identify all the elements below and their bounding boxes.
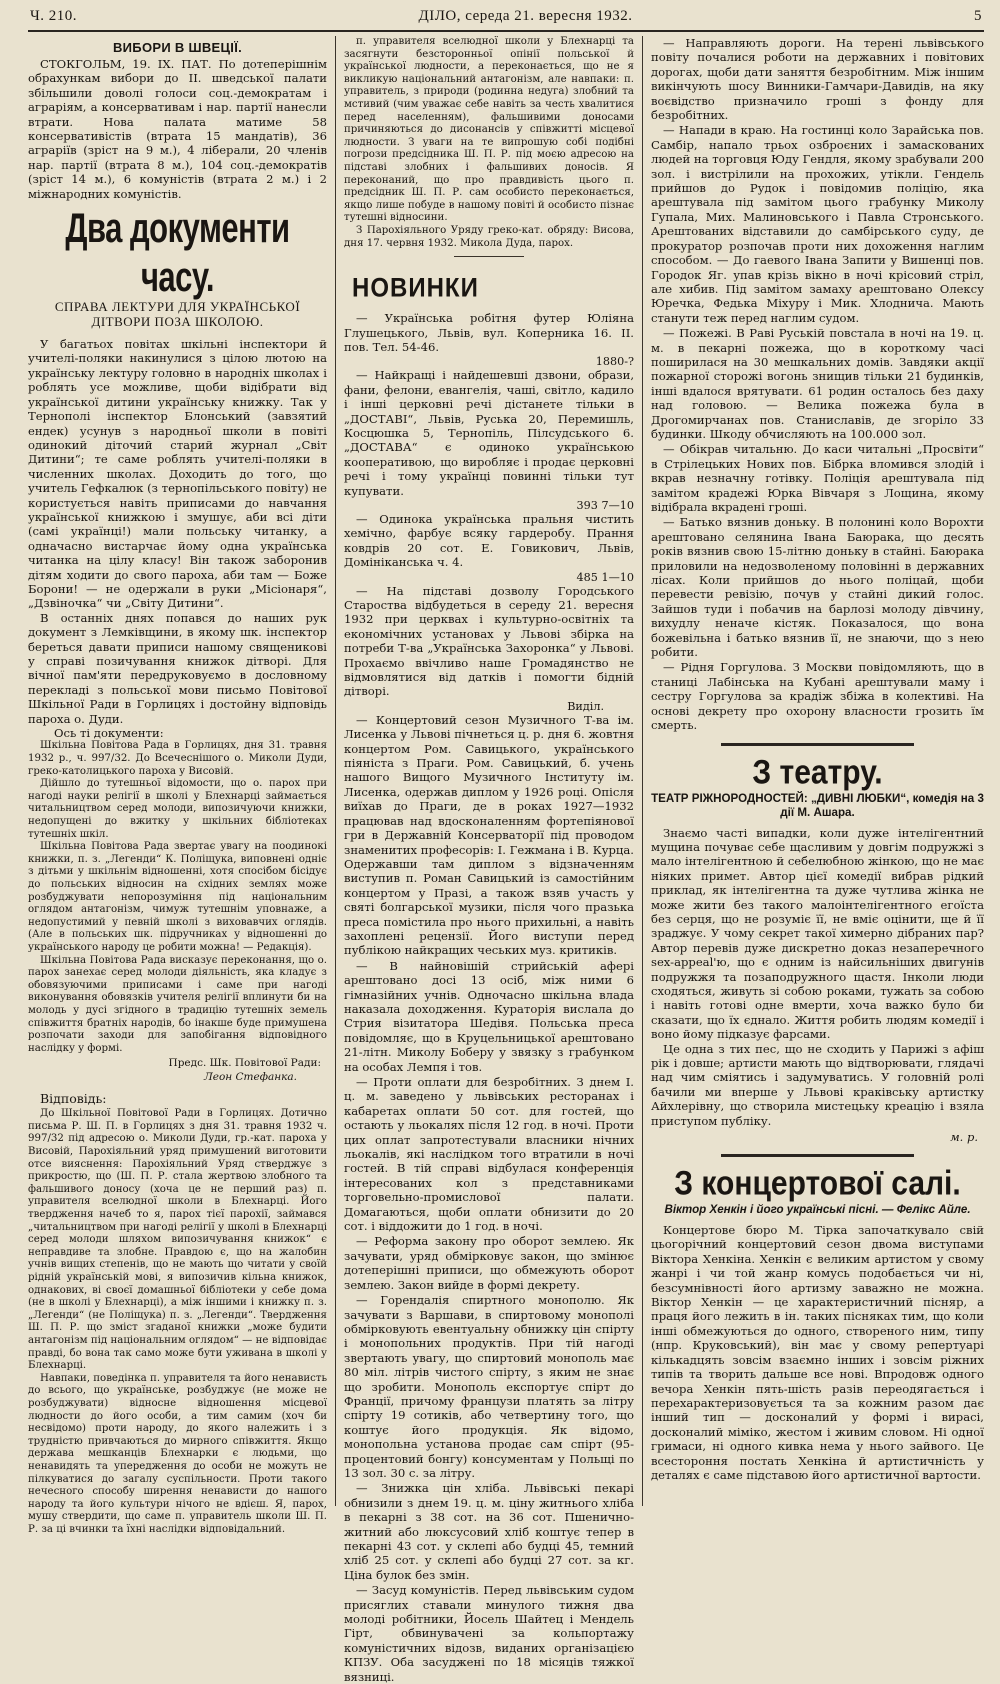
news-collection: — На підставі дозволу Городського Староства відбудеться в середу 21. вересня 1932 при церквах і культурно-освітніх та економічних установах у Львові збірка на потреби Т-ва „Українська Захоронка“ у Львові. Прохаємо ввічливо наше Громадянство не відмовлятися від датків і помогти бідній дітворі. (344, 583, 634, 699)
column-2 (335, 36, 642, 1684)
ad-number: 485 1—10 (576, 570, 634, 584)
news-attacks: — Напади в краю. На гостинці коло Зарайська пов. Самбір, напало трьох озброєних і замаскованих людей на торговця Юду Гендля, якому зрабували 200 зол. і вистрілили на прохожих, утікли. Гендель прийшов до Рудок і повідомив поліцію, яка арештувала під замітом цього грабунку Миколу Гупала, Мих. Малиновського і Павла Стронського. Арештованих відставили до самбірського суду, де прокуратор розпочав проти них дохоження наглим способом. — До гаевого Івана Запити у Вишенці пов. Городок Яг. упав крізь вікно в ночі крісовий стріл, але хибив. Під замітом замаху арештовано Олексу Юречка, Федька Міхуру і Мик. Хлоднича. Мають станути теж перед наглим судом. (651, 123, 984, 325)
document-signature-name: Леон Стефанка. (203, 1071, 297, 1084)
news-fires: — Пожежі. В Раві Руській повстала в ночі на 19. ц. м. в пекарні пожежа, що в короткому часі поширилася на 30 мешкальних домів. Завдяки акції пожарної сторожі вогонь знищив тільки 21 будинків, інші вдалося врятувати. 61 родин осталось без даху над головою. — Велика пожежа була в Дрогомирчанах пов. Станиславів, де згоріло 33 будинки. Шкоду обчисляють на 100.000 зол. (651, 326, 984, 441)
divider (454, 256, 524, 257)
document-paragraph-3: Шкільна Повітова Рада висказує переконання, що о. парох занехає серед молоди діяльність, яка кладує з обовязуючими приписами і саме при нагоді виконування обовязків учителя релігії вплинути би на молодь у дусі згідного в традицію тутешніх земель співжиття братніх народів, бо інакше буде примушена розпочати заходи для запобігання відповідного наслідку у формі. (28, 954, 327, 1054)
news-signature: Виділ. (567, 699, 604, 713)
document-header: Шкільна Повітова Рада в Горлицях, дня 31. травня 1932 р., ч. 997/32. До Всечеснішого о. Миколи Дуди, греко-католицького пароха у Висовій. (28, 740, 327, 777)
news-communists: — Засуд комуністів. Перед львівським судом присяглих ставали минулого тижня два молоді робітники, Йосель Шайтец і Мендель Гірт, обвинувачені за кольпортажу комуністичних відозв, виданих організацією КПЗУ. Оба засуджені по 18 місяців тяжкої вязниці. (344, 1583, 634, 1684)
reply-paragraph-1: До Шкільної Повітової Ради в Горлицях. Дотично письма Р. Ш. П. в Горлицях з дня 31. травня 1932 ч. 997/32 під адресою о. Миколи Дуди, гр.-кат. пароха у Висовій, Парохіяльний уряд примушений виготовити отсе вияснення: Парохіяльний Уряд стверджує з прикростю, що (Ш. П. Р. стала жертвою злобного та фальшивого доносу (хоча це не перший раз) п. управителя вселюдної школи в Блехнарці. Його твердження начеб то я, парох тієї парохії, займався „читальництвом при нагоді релігії у школі в Блехнарці серед молоди шляхом випозичування книжок“ є неправдиве та злобне. Правдою є, що на жалобин учнів вищих степенів, що не мають що читати у своїй рідній українській мові, я випозичив кільна книжок, однакових, ві своєї домашньої бібліотеки у себе дома (не в школі у Блехнарці), а між іншими і книжку п. з. „Легенди“ (не Поліщука) п. з. „Легенди“. Твердження Ш. П. Р. що зміст згаданої книжки „може будити антагонізм під національним оглядом“ — не відповідає правді, бо вона так само може бути уживана в школі у Блехнарці. (28, 1108, 327, 1372)
ad-number: 393 7—10 (576, 498, 634, 512)
news-section-title: НОВИНКИ (352, 273, 479, 304)
theatre-paragraph-1: Знаємо часті випадки, коли дуже інтелігентний мущина почуває себе щасливим у довгім подружжі з мало інтелігентною й себелюбною жінкою, що не має ніяких примет. Автор цієї комедії вибрав рідкий приклад, як інтелігентна та дуже чутлива жінка не може жити без такого малоінтелігентного егоїста без серця, що не розуміє її, не вміє оцінити, ще й її зраджує. У чому секрет такої химерно дібраних пар? Автор перевів дуже дискретно доказ незаперечного sex-appeal'ю, що є одним із найсильніших двигунів подружжя та позаподружного щастя. Інколи люди сходяться, живуть зі собою роками, тужать за собою і навіть готові одне вмерти, хоча важко було би сказати, що їх єднало. Життя робить людям комедії і воно йому підказує фарсами. (651, 825, 984, 1042)
news-father-daughter: — Батько вязнив доньку. В полонині коло Ворохти арештовано селянина Івана Баюрака, що десять років вязнив свою 15-літню доньку в стайні. Баюрака приловили на недозволеному половінні в державних лісах. Коли прийшов до нього поліцай, щоби перевести ревізію, почув у стайні дикий голос. Зайшов туди і побачив на барлозі молоду дівчину, вихудлу неначе кістяк. Показалося, що вона божевільна і батько вязнив її, не знаючи, що з нею робити. (651, 515, 984, 660)
main-headline: Два документи часу. (65, 204, 290, 301)
news-fees: — Проти оплати для безробітних. З днем І. ц. м. заведено у львівських ресторанах і кабаретах оплати 50 сот. для гостей, що остають у льокалях після 12 год. в ночі. Проти цих оплат запротестували власники нічних льокалів, які наслідком того втратили в ночі гостей. В тій справі відбулася конференція інтересованих кол з представниками торговельно-промислової палати. Домагаються, щоби оплати обнизити до 20 сот. і віддожити до 1 год. в ночі. (344, 1075, 634, 1234)
news-gorgulov: — Рідня Горгулова. З Москви повідомляють, що в станиці Лабінська на Кубані арештували маму і сестру Горгулова за крадіж збіжа в колективі. На основі декрету про охорону власности грозить їм смерть. (651, 660, 984, 733)
intro-paragraph-2: В останніх днях попався до наших рук документ з Лемківщини, в якому шк. інспектор береться давати приписи нашому священикові у справі позичування книжок дітворі. Для вічної пам'яти передруковуємо в дословному перекладі з польської мови письмо Повітової Шкільної Ради в Горлицях і достойну відповідь пароха о. Дуди. (28, 610, 327, 726)
news-stryi-affair: — В найновішій стрийській афері арештовано досі 13 осіб, між ними 6 гімназійних учнів. Одночасно шкільна влада наказала доходження. Кураторія вислала до Стрия візитатора Шедівя. Польська преса повідомляє, що в Круцельницької арештовано 21-літн. Миколу Боберу у звязку з грабунком на особах Лемпя і тов. (344, 958, 634, 1074)
ad-fur-workshop: — Українська робітня футер Юліяна Глушецького, Львів, вул. Коперника 16. II. пов. Тел. 54-46. (344, 311, 634, 354)
theatre-paragraph-2: Це одна з тих пес, що не сходить у Парижі з афіш рік і довше; артисти мають що відтворювати, глядачі над чим сміятись і задумуватись. У головній ролі бачили ми вперше у Львові краківську артистку Айхлерівну, що створила мистецьку креацію і взяла приступом публіку. (651, 1041, 984, 1128)
concert-subheadline: Віктор Хенкін і його українські пісні. — Фелікс Айле. (664, 1203, 971, 1217)
document-paragraph-1: Дійшло до тутешньої відомости, що о. парох при нагоді науки релігії в школі у Блехнарці займається читальництвом серед молоди, випозичуючи книжки, недопущені до вжитку у шкільних бібліотеках тутешніх шкіл. (28, 778, 327, 840)
reply-paragraph-2: Навпаки, поведінка п. управителя та його ненависть до всього, що українське, розбуджує (не може не розбуджувати) відносне відношення місцевої людности до його особи, а тим самим (хоч би несвідомо) проти народу, до якого належить і з трудністю привчаються до мирного співжиття. Якщо держава мешканців Блехнарки є людьми, що ненавидять та упередження до особи не можуть не пілкуватися до загалу суспільности. Проти такого нечесного способу ширення ненависти до нашого народу та його культури нічого не вдієш. Я, парох, мушу ствердити, що саме п. управитель школи Ш. П. Р. за ці вчинки та їхні наслідки відповідальний. (28, 1372, 327, 1535)
newspaper-title-date: ДІЛО, середа 21. вересня 1932. (418, 8, 633, 24)
issue-number: Ч. 210. (30, 8, 77, 24)
documents-intro: Ось ті документи: (54, 726, 164, 741)
main-subheadline: СПРАВА ЛЕКТУРИ ДЛЯ УКРАЇНСЬКОЇ ДІТВОРИ ПОЗА ШКОЛОЮ. (54, 299, 301, 330)
theatre-headline: З театру. (752, 752, 883, 791)
news-concert-season: — Концертовий сезон Музичного Т-ва ім. Лисенка у Львові пічнеться ц. р. дня 6. жовтня концертом Ром. Савицького, українського піяніста з Праги. Ром. Савицький, б. учень нашого Вищого Музичного Інституту ім. Лисенка, одержав диплом у 1926 році. Опісля виїхав до Праги, де в роках 1927—1932 працював над вдосконаленням фортепіянової гри в Державній Консерваторії під проводом знаменитих професорів: І. Гежмана і В. Курца. Одержавши там диплом з відзначенням виступив п. Роман Савицький із самостійним концертом у Празі, а також взяв участь у святі болгарської музики, після чого празька преса помістила про нього прихильні, а навіть захоплені рецензії. Його виступи перед публікою найкращих чеських муз. критиків. (344, 712, 635, 958)
concert-paragraph-1: Концертове бюро М. Тірка започаткувало свій цьогорічний концертовий сезон двома виступами Віктора Хенкіна. Хенкін є великим артистом у свому жанрі і чи той жанр комусь подобається чи ні, безсумнівності його артизму заважно не можна. Віктор Хенкін — це характеристичний пісняр, а праця його лежить в ін. таких пісняках тим, що коли інші обмежуються до одного, створеного ним, типу (нпр. Круковський), він має у свому репертуарі кількадцять зовсім взаємно інших і зовсім ріжних типів та творить дальше все нові. Впродовж одного вечора Хенкін пять-шість разів переодягається і перехарактеризовується та за кожним разом дає інший тип — досконалий у формі і вирасі, досконалий міміко, жестом і живим словом. Ні одної гримаси, ні одного кивка нема у нього зайвого. Це всестороння постать Хенкіна й артистичність у деталях є саме підставою його артистичної вартости. (651, 1223, 984, 1482)
news-roads: — Направляють дороги. На терені львівського повіту почалися роботи на державних і повітових дорогах, щоби дати заняття безробітним. Між іншим викінчують шосу Винники-Гамчари-Давидів, на яку воєвідство призначило гроші з фонду для безробітних. (651, 36, 984, 123)
reply-paragraph-3: п. управителя вселюдної школи у Блехнарці та засягнути безсторонньої опінії польської й української людности, а переконається, що не я викликую національний антагонізм, але навпаки: п. управитель, з природи (родинна недуга) злобний та мстивий (чим уважає себе навіть за честь хвалитися перед населенням), фальшивими доносами причиняються до дисонансів у співжитті місцевої людности. З уваги на те випрошую собі подібні погрози предсідника Ш. П. Р. під моєю адресою на підставі злобних і фальшивих доносів. Я переконаний, що про правдивість цього п. предсідник Ш. П. Р. сам особисто переконається, якщо лише побуде в нашому повіті й особисто пізнає тутешні відносини. (344, 36, 634, 224)
theatre-signature: м. р. (950, 1130, 978, 1145)
ad-bells: — Найкращі і найдешевші дзвони, образи, фани, фелони, евангелія, чаші, світло, кадило і інші церковні речі дістанете тільки в „ДОСТАВІ“, Львів, Руська 20, Перемишль, Косцюшка 5, Тернопіль, Пілсудського 6. „ДОСТАВА“ є одиноко українською кооперативою, що виробляє і продає церковні речі і тому українці повинні тільки тут купувати. (344, 368, 634, 498)
news-reading-room: — Обікрав читальню. До каси читальні „Просвіти“ в Стрілецьких Нових пов. Бібрка вломився злодій і вкрав незначну готівку. Поліція арештувала під замітом крадежі Юрка Вівчаря з Лощина, якому відібрала вкрадені гроші. (651, 442, 984, 514)
ad-number: 1880-? (595, 355, 634, 369)
divider (721, 743, 914, 746)
theatre-subheadline: ТЕАТР РІЖНОРОДНОСТЕЙ: „ДИВНІ ЛЮБКИ“, комедія на 3 дії М. Ашара. (651, 791, 984, 819)
document-paragraph-2: Шкільна Повітова Рада звертає увагу на поодинокі книжки, п. з. „Легенди“ К. Поліщука, виповнені одніє з дітьми у шкільнім відношенні, хотя спосібом бісідує до польських відносин на східних землях може розбуджувати непорозуміння під національним оглядом антагонізм, чимуж тутешнім уповнаже, а недопустимий у певній школі з виховавчих оглядів. (Але в польських шк. підручниках у відношенні до українського народу це робити можна! — Редакція). (28, 841, 327, 953)
reply-signature: З Парохіяльного Уряду греко-кат. обряду: Висова, дня 17. червня 1932. Микола Дуда, парох. (344, 224, 634, 249)
intro-paragraph-1: У багатьох повітах шкільні інспектори й учителі-поляки накинулися з цілою лютою на українську лектуру головно в народніх школах і роблять усе можливе, щоби відібрати від української дитини українську книжку. Так у Тернополі інспектор Блонський (завзятий ендек) усунув з народньої школи в повіті одинокий діточий старий журнал „Світ Дитини“; те саме роблять учителі-поляки в численних школах. Доходить до того, що учитель Гефкалюк (з тернопільського повіту) не користується навіть приписами до навчання української книжкою і змушує, аби всі діти (самі українці!) мали польську читанку, а одначасно вистарчає йому одна українська читанка на цілу класу! Він також заборонив дітям ходити до свого пароха, аби там — Боже Борони! — не одержали в руки „Місіонаря“, „Дзвіночка“ чи „Світу Дитини“. (28, 337, 327, 611)
news-land-law: — Реформа закону про оборот землею. Як зачувати, уряд обмірковує закон, що змінює дотеперішні приписи, що обмежують оборот землею. Закон вийде в формі декрету. (344, 1234, 634, 1292)
sweden-headline: ВИБОРИ В ШВЕЦІЇ. (112, 40, 243, 55)
column-3 (642, 36, 984, 1506)
reply-heading: Відповідь: (40, 1091, 107, 1107)
news-spirit-monopoly: — Горендалія спиртного монополю. Як зачувати з Варшави, в спиртовому монополі обмірковують евентуальну обнижку цін спірту і монопольних продуктів. При тій нагоді звертають увагу, що спиртовий монополь має 80 міл. літрів чистого спірту, з яким не знає що зробити. Монополь експортує спірт до Франції, причому французи платять за літру спірту 19 сотиків, або четвертину того, що коштує його продукція. Як відомо, монопольна установа продає сам спірт (95-процентовий бонгу) консументам у Польщі по 13 зол. 30 с. за літру. (344, 1293, 634, 1480)
concert-headline: З концертової салі. (674, 1164, 961, 1203)
sweden-article: СТОКГОЛЬМ, 19. IX. ПАТ. По дотеперішнім обрахункам вибори до II. шведської палати збільшили доволі голоси соц.-демократам і аграріям, а консервативам і нар. партії нанесли втрати. Нова палата матиме 58 консервативістів (втрата 15 мандатів), 36 аграріїв (зріст на 9 м.), 4 ліберали, 20 членів нар. партії (втрата 8 м.), 104 соц.-демократів (зріст 14 м.), 6 комуністів (втрата 2 м.) і 2 міжнародних комуністів. (28, 57, 327, 201)
masthead (28, 8, 984, 32)
column-1 (28, 36, 335, 1535)
page-number: 5 (974, 8, 982, 24)
divider (721, 1154, 914, 1157)
news-bread-prices: — Знижка цін хліба. Львівські пекарі обнизили з днем 19. ц. м. ціну житнього хліба в пекарні з 38 сот. на 36 сот. Пшенично-житний або люксусовий хліб коштує тепер в пекарні 43 сот. у склепі або будці 45, темний хліб 25 сот. у склепі або будці 27 сот. за кг. Ціна булок без змін. (344, 1481, 634, 1582)
ad-laundry: — Одинока українська пральня чистить хемічно, фарбує всяку гардеробу. Прання ковдрів 20 сот. Е. Говикович, Львів, Домініканська ч. 4. (344, 511, 634, 570)
document-signature-title: Предс. Шк. Повітової Ради: (168, 1057, 321, 1070)
